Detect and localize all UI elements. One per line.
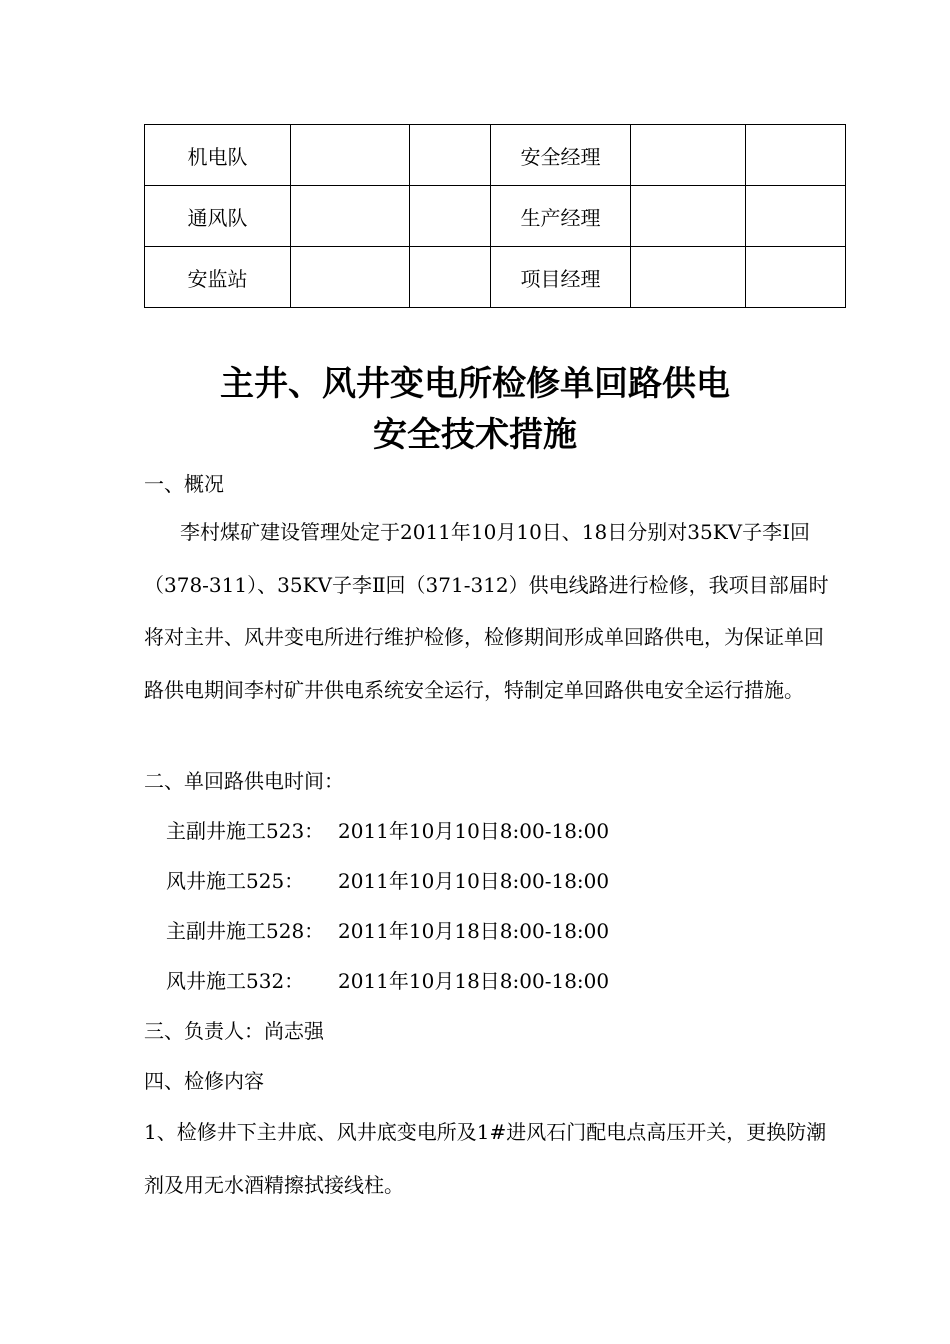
table-row — [145, 125, 846, 186]
schedule-time: 2011年10月10日8:00-18:00 — [338, 819, 610, 843]
table-row — [145, 247, 846, 308]
schedule-item — [166, 966, 609, 996]
blank-cell — [291, 125, 410, 186]
sign-off-table — [144, 124, 846, 308]
schedule-label: 风井施工532： — [166, 969, 305, 993]
section3-heading: 三、负责人：尚志强 — [144, 1019, 324, 1043]
schedule-time: 2011年10月10日8:00-18:00 — [338, 869, 610, 893]
blank-cell — [631, 125, 746, 186]
schedule-time: 2011年10月18日8:00-18:00 — [338, 919, 610, 943]
blank-cell — [291, 247, 410, 308]
section1-body-text: 李村煤矿建设管理处定于2011年10月10日、18日分别对35KV子李Ⅰ回（378-311）、35KV子李Ⅱ回（371-312）供电线路进行检修，我项目部届时将对主井、风井变电所进行维护检修，检修期间形成单回路供电，为保证单回路供电期间李村矿井供电系统安全运行，特制定单回路供电安全运行措施。 — [144, 520, 829, 702]
blank-cell — [746, 247, 846, 308]
dept-label: 机电队 — [145, 125, 291, 186]
role-label: 项目经理 — [491, 247, 631, 308]
dept-label: 通风队 — [145, 186, 291, 247]
blank-cell — [291, 186, 410, 247]
blank-cell — [410, 186, 491, 247]
schedule-item — [166, 866, 609, 896]
blank-cell — [410, 125, 491, 186]
schedule-item — [166, 916, 609, 946]
section4-item1: 1、检修井下主井底、风井底变电所及1#进风石门配电点高压开关，更换防潮剂及用无水酒精擦拭接线柱。 — [144, 1120, 827, 1197]
table-row — [145, 186, 846, 247]
blank-cell — [631, 186, 746, 247]
schedule-label: 风井施工525： — [166, 869, 305, 893]
dept-label: 安监站 — [145, 247, 291, 308]
schedule-time: 2011年10月18日8:00-18:00 — [338, 969, 610, 993]
role-label: 生产经理 — [491, 186, 631, 247]
document-title-line2: 安全技术措施 — [373, 415, 577, 455]
section1-body — [144, 506, 834, 716]
schedule-label: 主副井施工528： — [166, 919, 325, 943]
blank-cell — [746, 186, 846, 247]
document-title-line1: 主井、风井变电所检修单回路供电 — [220, 364, 730, 404]
role-label: 安全经理 — [491, 125, 631, 186]
blank-cell — [631, 247, 746, 308]
section1-heading: 一、概况 — [144, 472, 224, 496]
blank-cell — [410, 247, 491, 308]
schedule-item — [166, 816, 609, 846]
section2-heading: 二、单回路供电时间： — [144, 769, 344, 793]
blank-cell — [746, 125, 846, 186]
section4-heading: 四、检修内容 — [144, 1069, 264, 1093]
schedule-label: 主副井施工523： — [166, 819, 325, 843]
